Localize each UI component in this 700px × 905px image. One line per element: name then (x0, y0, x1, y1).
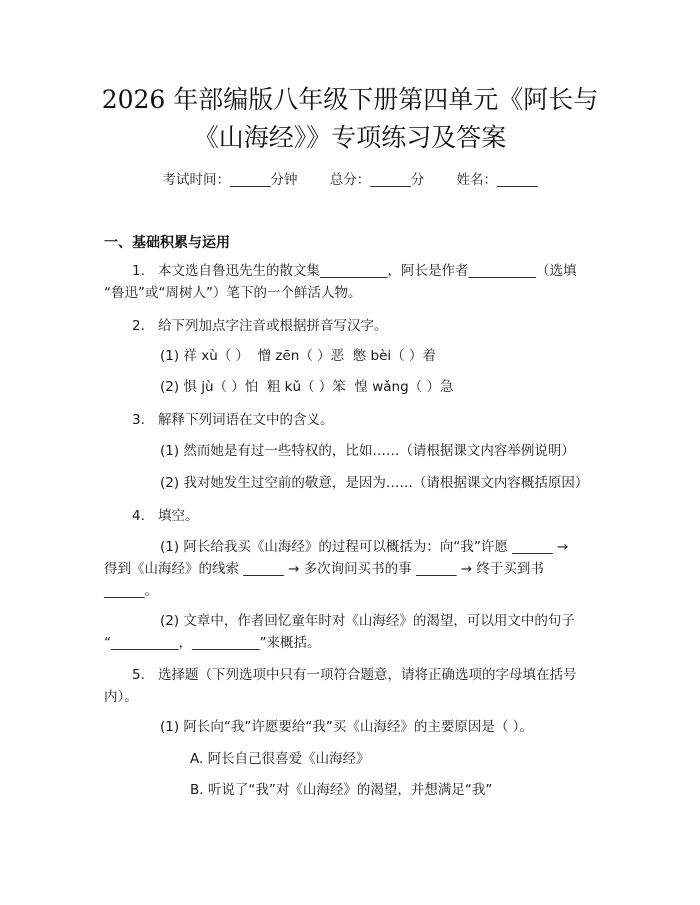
exam-info (0, 168, 700, 188)
question-4-sub-1-line-3: ______。 (104, 583, 158, 599)
question-text: 给下列加点字注音或根据拼音写汉字。 (158, 318, 388, 334)
question-3-sub-2: (2) 我对她发生过空前的敬意，是因为……（请根据课文内容概括原因） (160, 475, 589, 491)
question-5-sub-1: (1) 阿长向“我”许愿要给“我”买《山海经》的主要原因是（ ）。 (160, 719, 533, 735)
question-2 (132, 315, 388, 337)
section-heading: 一、基础积累与运用 (104, 235, 230, 251)
question-text: 选择题（下列选项中只有一项符合题意，请将正确选项的字母填在括号 (158, 667, 577, 683)
question-4-sub-2-line-2: “__________，__________”来概括。 (104, 635, 321, 651)
total-score: 总分：______分 (329, 172, 425, 188)
option-b: B. 听说了“我”对《山海经》的渴望，并想满足“我” (190, 782, 493, 798)
question-4-sub-1-line-1: (1) 阿长给我买《山海经》的过程可以概括为：向“我”许愿 ______ → (160, 539, 569, 555)
question-number: 3. (132, 412, 145, 428)
question-3 (132, 409, 334, 431)
question-4-sub-2-line-1: (2) 文章中，作者回忆童年时对《山海经》的渴望，可以用文中的句子 (160, 613, 575, 629)
question-number: 5. (132, 667, 145, 683)
question-number: 1. (132, 263, 145, 279)
question-2-sub-2: (2) 惧 jù（ ）怕 粗 kǔ（ ）笨 惶 wǎng（ ）急 (160, 379, 454, 395)
question-1-line-1 (132, 260, 577, 282)
student-name: 姓名：______ (456, 172, 538, 188)
question-text: 解释下列词语在文中的含义。 (158, 412, 334, 428)
question-1-line-2: “鲁迅”或“周树人”）笔下的一个鲜活人物。 (104, 285, 362, 301)
question-2-sub-1: (1) 祥 xù（ ） 憎 zēn（ ）恶 憋 bèi（ ）着 (160, 348, 436, 364)
question-number: 2. (132, 318, 145, 334)
question-3-sub-1: (1) 然而她是有过一些特权的，比如……（请根据课文内容举例说明） (160, 443, 575, 459)
question-5-line-2: 内）。 (104, 689, 138, 705)
document-title-line-1: 2026 年部编版八年级下册第四单元《阿长与 (101, 85, 599, 114)
document-title-line-2: 《山海经》》专项练习及答案 (193, 123, 507, 152)
question-text: 填空。 (158, 508, 199, 524)
question-5-line-1 (132, 664, 577, 686)
question-text: 本文选自鲁迅先生的散文集__________，阿长是作者__________（选填 (158, 263, 577, 279)
question-number: 4. (132, 508, 145, 524)
question-4-sub-1-line-2: 得到《山海经》的线索 ______ → 多次询问买书的事 ______ → 终于买到书 (104, 561, 544, 577)
question-4 (132, 505, 199, 527)
option-a: A. 阿长自己很喜爱《山海经》 (190, 751, 370, 767)
exam-time: 考试时间：______分钟 (162, 172, 298, 188)
